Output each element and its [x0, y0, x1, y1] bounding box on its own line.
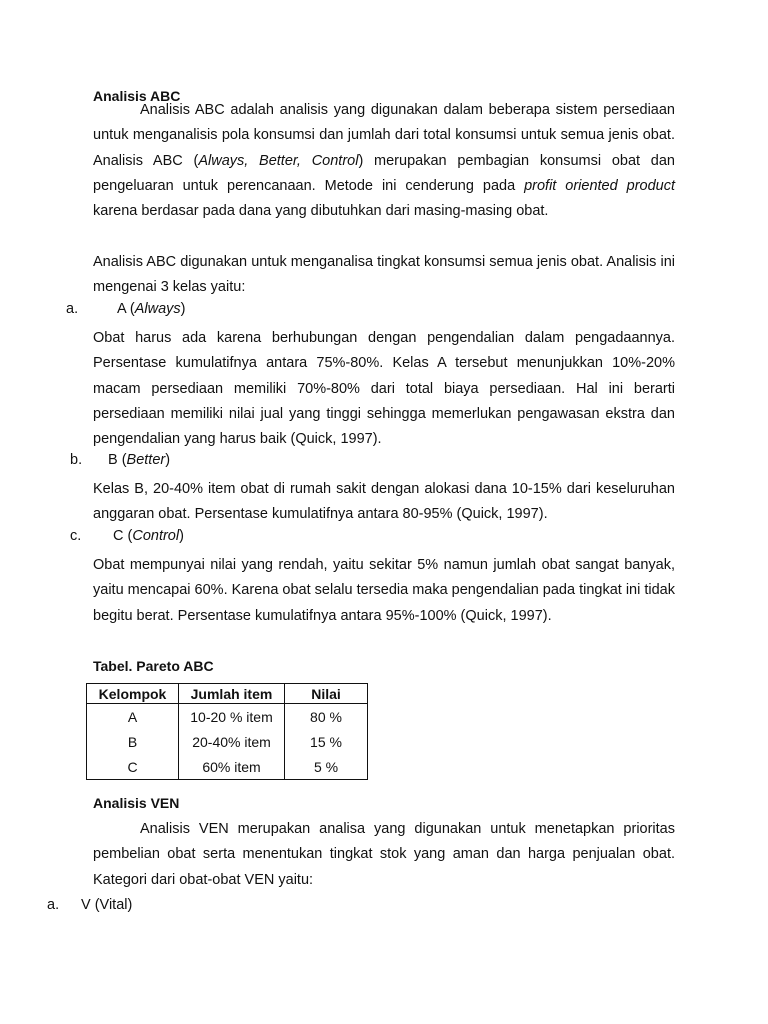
abc-classes-intro: Analisis ABC digunakan untuk menganalisa tingkat konsumsi semua jenis obat. Analisis ini mengenai 3 kelas yaitu: [93, 254, 675, 296]
class-c-description: Obat mempunyai nilai yang rendah, yaitu sekitar 5% namun jumlah obat sangat banyak, yaitu mencapai 60%. Karena obat selalu tersedia maka pengendalian pada tingkat ini tidak begitu berat. Persentase kumulatifnya antara 95%-100% (Quick, 1997). [93, 557, 675, 624]
pareto-header-nilai: Nilai [285, 684, 368, 704]
class-b-marker: b. [70, 452, 83, 468]
abc-intro-text-2: ) merupakan pembagian konsumsi obat dan pengeluaran untuk perencanaan. Metode ini cenderung pada [93, 152, 676, 194]
pareto-table [86, 683, 368, 780]
class-a-marker: a. [66, 301, 79, 317]
class-c-marker: c. [70, 528, 82, 544]
class-a-label-letter: A ( [117, 301, 135, 317]
pareto-cell-jumlah-item: 20-40% item [179, 729, 285, 754]
abc-intro-emphasis-2: profit oriented product [524, 177, 675, 194]
pareto-cell-jumlah-item: 10-20 % item [179, 704, 285, 730]
class-c-label-close: ) [179, 528, 184, 544]
class-a-label-close: ) [180, 301, 186, 317]
class-b-description: Kelas B, 20-40% item obat di rumah sakit dengan alokasi dana 10-15% dari keseluruhan anggaran obat. Persentase kumulatifnya antara 80-95% (Quick, 1997). [93, 481, 675, 523]
class-a-label-name: Always [134, 301, 181, 317]
ven-intro-paragraph: Analisis VEN merupakan analisa yang digunakan untuk menetapkan prioritas pembelian obat serta menentukan tingkat stok yang aman dan harga penjualan obat. Kategori dari obat-obat VEN yaitu: [93, 821, 675, 888]
class-b-label [108, 452, 170, 468]
abc-intro-emphasis-1: Always, Better, Control [198, 152, 359, 169]
ven-item-a-marker: a. [47, 897, 60, 913]
class-c-label-letter: C ( [113, 528, 133, 544]
class-b-label-name: Better [126, 452, 166, 468]
abc-intro-paragraph [93, 98, 675, 224]
ven-heading: Analisis VEN [93, 795, 180, 811]
pareto-cell-jumlah-item: 60% item [179, 754, 285, 780]
class-b-label-letter: B ( [108, 452, 127, 468]
class-b-label-close: ) [165, 452, 171, 468]
pareto-table-title: Tabel. Pareto ABC [93, 658, 214, 674]
abc-intro-text-1: Analisis ABC adalah analisis yang digunakan dalam beberapa sistem persediaan untuk menganalisis pola konsumsi dan jumlah dari total konsumsi untuk semua jenis obat. Analisis ABC ( [93, 102, 675, 169]
pareto-cell-kelompok: B [87, 729, 179, 754]
class-a-label [117, 301, 186, 317]
table-row [87, 704, 368, 730]
abc-intro-text-3: karena berdasar pada dana yang dibutuhkan dari masing-masing obat. [93, 203, 549, 220]
abc-heading: Analisis ABC [93, 88, 181, 104]
class-a-description: Obat harus ada karena berhubungan dengan pengendalian dalam pengadaannya. Persentase kumulatifnya antara 75%-80%. Kelas A tersebut menunjukkan 10%-20% macam persediaan memiliki 70%-80% dari total biaya persediaan. Hal ini berarti persediaan memiliki nilai jual yang tinggi sehingga memerlukan pengawasan ekstra dan pengendalian yang harus baik (Quick, 1997). [93, 330, 675, 448]
pareto-table-header-row [87, 684, 368, 704]
pareto-cell-kelompok: C [87, 754, 179, 780]
ven-item-a-label: V (Vital) [81, 897, 133, 913]
table-row [87, 754, 368, 780]
pareto-cell-nilai: 80 % [285, 704, 368, 730]
pareto-header-jumlah-item: Jumlah item [179, 684, 285, 704]
pareto-cell-kelompok: A [87, 704, 179, 730]
class-c-label [113, 528, 184, 544]
pareto-header-kelompok: Kelompok [87, 684, 179, 704]
pareto-cell-nilai: 5 % [285, 754, 368, 780]
class-c-label-name: Control [132, 528, 180, 544]
table-row [87, 729, 368, 754]
pareto-cell-nilai: 15 % [285, 729, 368, 754]
